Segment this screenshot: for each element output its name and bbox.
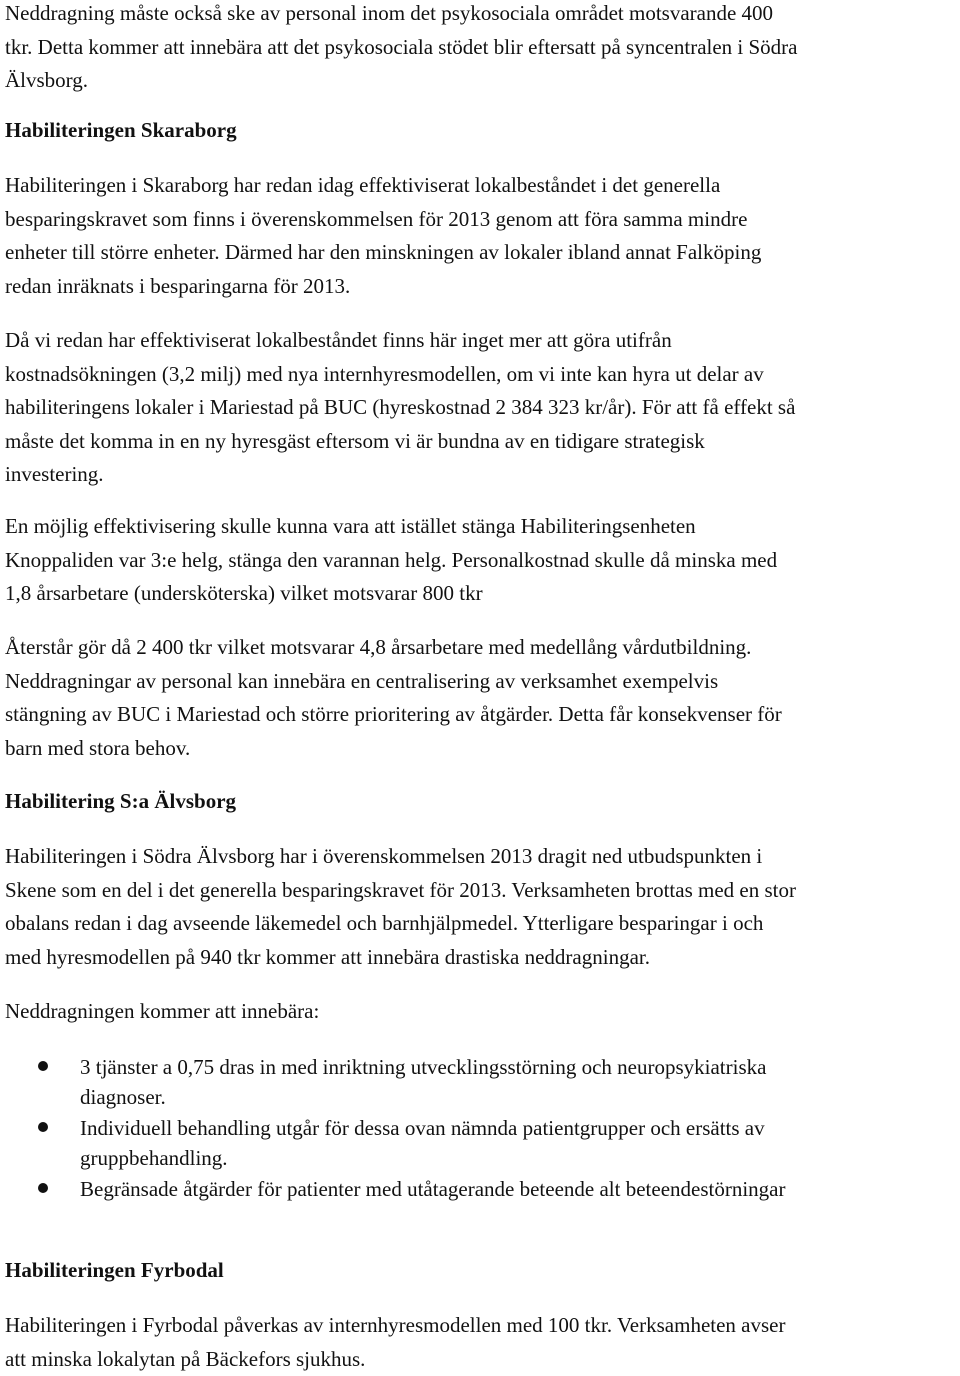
text-line: diagnoser. [80, 1082, 957, 1112]
text-line: enheter till större enheter. Därmed har den minskningen av lokaler ibland annat Falköping [5, 236, 957, 270]
text-line: habiliteringens lokaler i Mariestad på BUC (hyreskostnad 2 384 323 kr/år). För att få effekt så [5, 391, 957, 425]
text-line: stängning av BUC i Mariestad och större prioritering av åtgärder. Detta får konsekvenser för [5, 698, 957, 732]
section-heading-skaraborg: Habiliteringen Skaraborg [5, 114, 237, 148]
text-line: tkr. Detta kommer att innebära att det psykosociala stödet blir eftersatt på syncentralen i Södra [5, 31, 957, 65]
text-line: att minska lokalytan på Bäckefors sjukhus. [5, 1343, 957, 1376]
text-line: kostnadsökningen (3,2 milj) med nya internhyresmodellen, om vi inte kan hyra ut delar av [5, 358, 957, 392]
text-line: Habiliteringen i Södra Älvsborg har i överenskommelsen 2013 dragit ned utbudspunkten i [5, 840, 957, 874]
section-heading-alvsborg: Habilitering S:a Älvsborg [5, 785, 236, 819]
intro-paragraph [5, 0, 957, 98]
list-item [5, 1113, 957, 1173]
text-line: måste det komma in en ny hyresgäst eftersom vi är bundna av en tidigare strategisk [5, 425, 957, 459]
text-line: Individuell behandling utgår för dessa ovan nämnda patientgrupper och ersätts av [80, 1113, 957, 1143]
text-line: En möjlig effektivisering skulle kunna vara att istället stänga Habiliteringsenheten [5, 510, 957, 544]
text-line: 1,8 årsarbetare (undersköterska) vilket motsvarar 800 tkr [5, 577, 957, 611]
list-item [5, 1052, 957, 1112]
section-heading-fyrbodal: Habiliteringen Fyrbodal [5, 1254, 224, 1288]
text-line: gruppbehandling. [80, 1143, 957, 1173]
skaraborg-paragraph-2 [5, 324, 957, 492]
skaraborg-paragraph-4 [5, 631, 957, 765]
text-line: investering. [5, 458, 957, 492]
list-item [5, 1174, 957, 1204]
bullet-icon [38, 1183, 48, 1193]
text-line: Återstår gör då 2 400 tkr vilket motsvarar 4,8 årsarbetare med medellång vårdutbildning. [5, 631, 957, 665]
skaraborg-paragraph-1 [5, 169, 957, 303]
text-line: Skene som en del i det generella besparingskravet för 2013. Verksamheten brottas med en stor [5, 874, 957, 908]
text-line: Neddragningen kommer att innebära: [5, 995, 957, 1029]
alvsborg-paragraph-2 [5, 995, 957, 1029]
fyrbodal-paragraph-1 [5, 1309, 957, 1376]
text-line: Neddragningar av personal kan innebära en centralisering av verksamhet exempelvis [5, 665, 957, 699]
text-line: 3 tjänster a 0,75 dras in med inriktning utvecklingsstörning och neuropsykiatriska [80, 1052, 957, 1082]
text-line: Neddragning måste också ske av personal inom det psykosociala området motsvarande 400 [5, 0, 957, 31]
text-line: obalans redan i dag avseende läkemedel och barnhjälpmedel. Ytterligare besparingar i och [5, 907, 957, 941]
text-line: barn med stora behov. [5, 732, 957, 766]
text-line: Älvsborg. [5, 64, 957, 98]
text-line: med hyresmodellen på 940 tkr kommer att innebära drastiska neddragningar. [5, 941, 957, 975]
bullet-icon [38, 1122, 48, 1132]
bullet-icon [38, 1061, 48, 1071]
alvsborg-paragraph-1 [5, 840, 957, 974]
text-line: Habiliteringen i Fyrbodal påverkas av internhyresmodellen med 100 tkr. Verksamheten avser [5, 1309, 957, 1343]
skaraborg-paragraph-3 [5, 510, 957, 611]
text-line: redan inräknats i besparingarna för 2013. [5, 270, 957, 304]
text-line: Knoppaliden var 3:e helg, stänga den varannan helg. Personalkostnad skulle då minska med [5, 544, 957, 578]
bullet-list [5, 1052, 957, 1205]
text-line: Begränsade åtgärder för patienter med utåtagerande beteende alt beteendestörningar [80, 1174, 957, 1204]
text-line: Då vi redan har effektiviserat lokalbeståndet finns här inget mer att göra utifrån [5, 324, 957, 358]
text-line: Habiliteringen i Skaraborg har redan idag effektiviserat lokalbeståndet i det generella [5, 169, 957, 203]
text-line: besparingskravet som finns i överenskommelsen för 2013 genom att föra samma mindre [5, 203, 957, 237]
